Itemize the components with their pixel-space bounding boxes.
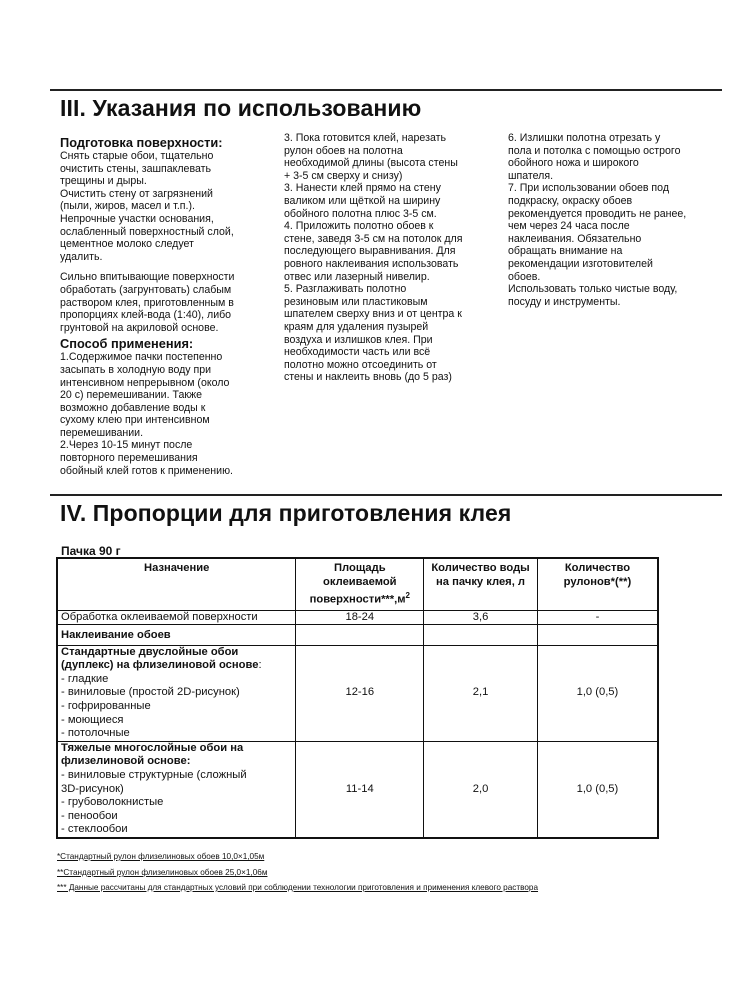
usage-column-3 — [508, 132, 708, 308]
usage-column-1 — [60, 135, 260, 477]
middle-divider — [50, 494, 722, 496]
surface-prep-text: Снять старые обои, тщательно очистить стены, зашпаклевать трещины и дыры. Очистить стену от загрязнений (пыли, жиров, масел и т.п.). Непрочные участки основания, ослабленный поверхностный слой, цементное молоко следует удалить. — [60, 150, 234, 263]
header-rolls: Количество рулонов*(**) — [537, 558, 658, 610]
proportions-table — [56, 557, 659, 839]
row-standard-area: 12-16 — [296, 645, 424, 741]
priming-text: Сильно впитывающие поверхности обработать (загрунтовать) слабым раствором клея, приготовленным в пропорциях клей-вода (1:40), либо грунтовой на акриловой основе. — [60, 271, 235, 334]
usage-steps-3-5: 3. Пока готовится клей, нарезать рулон обоев на полотна необходимой длины (высота стены + 3-5 см сверху и снизу) 3. Нанести клей прямо на стену валиком или щёткой на ширину обойного полотна плюс 3-5 см. 4. Приложить полотно обоев к стене, заведя 3-5 см на потолок для последующего выравнивания. Для ровного наклеивания использовать отвес или лазерный нивелир. 5. Разглаживать полотно резиновым или пластиковым шпателем сверху вниз и от центра к краям для удаления пузырей воздуха и излишков клея. При необходимости часть или всё полотно можно отсоединить от стены и наклеить вновь (до 5 раз) — [284, 132, 463, 384]
table-row — [57, 610, 658, 625]
row-hanging-label: Наклеивание обоев — [57, 625, 296, 646]
footnote-3: *** Данные рассчитаны для стандартных условий при соблюдении технологии приготовления и применения клевого раствора — [57, 883, 539, 892]
row-standard-name: Стандартные двуслойные обои (дуплекс) на флизелиновой основе: - гладкие - виниловые (простой 2D-рисунок) - гофрированные - моющиеся - потолочные — [57, 645, 296, 741]
header-area: Площадь оклеиваемой $поверхности***,м^2$ — [296, 558, 424, 610]
area-unit-sup: 2 — [405, 591, 410, 601]
row-standard-rolls: 1,0 (0,5) — [537, 645, 658, 741]
header-water: Количество воды на пачку клея, л — [424, 558, 538, 610]
row-heavy-area: 11-14 — [296, 741, 424, 838]
row-surface-water: 3,6 — [424, 610, 538, 625]
row-standard-items: - гладкие - виниловые (простой 2D-рисунок) - гофрированные - моющиеся - потолочные — [61, 672, 240, 740]
top-divider — [50, 89, 722, 91]
footnote-2: **Стандартный рулон флизелиновых обоев 25,0×1,06м — [57, 868, 268, 877]
row-surface-area: 18-24 — [296, 610, 424, 625]
usage-steps-6-7: 6. Излишки полотна отрезать у пола и потолка с помощью острого обойного ножа и широкого шпателя. 7. При использовании обоев под подкраску, окраску обоев рекомендуется проводить не ранее, чем через 24 часа после наклеивания. Обязательно обращать внимание на рекомендации изготовителей обоев. Использовать только чистые воду, посуду и инструменты. — [508, 132, 687, 308]
row-surface-name: Обработка оклеиваемой поверхности — [57, 610, 296, 625]
usage-column-2 — [284, 132, 489, 384]
row-heavy-rolls: 1,0 (0,5) — [537, 741, 658, 838]
surface-prep-heading: Подготовка поверхности: — [60, 135, 223, 150]
pack-label: Пачка 90 г — [61, 544, 121, 558]
row-surface-rolls: - — [537, 610, 658, 625]
section-4-title: IV. Пропорции для приготовления клея — [60, 500, 512, 526]
table-row — [57, 625, 658, 646]
table-header-row — [57, 558, 658, 610]
table-row — [57, 741, 658, 838]
table-row — [57, 645, 658, 741]
row-heavy-name: Тяжелые многослойные обои на флизелиновой основе: - виниловые структурные (сложный 3D-рисунок) - грубоволокнистые - пенообои - стеклообои — [57, 741, 296, 838]
row-heavy-items: - виниловые структурные (сложный 3D-рисунок) - грубоволокнистые - пенообои - стеклообои — [61, 769, 247, 836]
section-3-title: III. Указания по использованию — [60, 95, 422, 121]
usage-method-text: 1.Содержимое пачки постепенно засыпать в холодную воду при интенсивном непрерывном (около 20 с) перемешивании. Также возможно добавление воды к сухому клею при интенсивном перемешивании. 2.Через 10-15 минут после повторного перемешивания обойный клей готов к применению. — [60, 351, 233, 477]
row-heavy-water: 2,0 — [424, 741, 538, 838]
row-standard-water: 2,1 — [424, 645, 538, 741]
usage-method-heading: Способ применения: — [60, 336, 194, 352]
header-purpose: Назначение — [57, 558, 296, 610]
footnote-1: *Стандартный рулон флизелиновых обоев 10,0×1,05м — [57, 852, 265, 861]
